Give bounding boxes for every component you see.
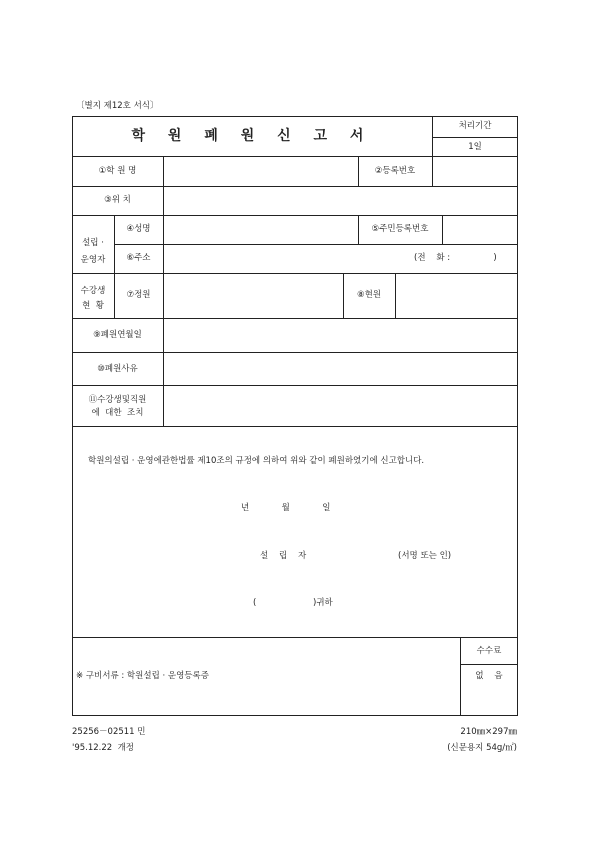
processing-label: 처리기간 bbox=[458, 121, 492, 131]
location-field[interactable] bbox=[164, 187, 517, 214]
founder-label: 설 립 자 bbox=[260, 551, 307, 561]
fee-value: 없 음 bbox=[475, 671, 503, 681]
addressee-field[interactable] bbox=[260, 594, 312, 610]
phone-label: (전 화 : ) bbox=[414, 253, 497, 263]
address-label: ⑥주소 bbox=[126, 253, 151, 263]
founder-group-label: 설립 · 운영자 bbox=[80, 238, 106, 265]
closing-date-label: ⑨폐원연월일 bbox=[93, 330, 142, 340]
addressee-open: ( bbox=[253, 598, 257, 608]
declaration-date: 년 월 일 bbox=[241, 503, 331, 513]
closing-reason-field[interactable] bbox=[164, 353, 517, 384]
resident-no-field[interactable] bbox=[443, 216, 517, 243]
name-field[interactable] bbox=[164, 216, 357, 243]
paper-size: 210㎜×297㎜ bbox=[460, 727, 517, 737]
form-caption: 〔별지 제12호 서식〕 bbox=[76, 101, 159, 111]
current-label: ⑧현원 bbox=[356, 290, 382, 300]
sign-label: (서명 또는 인) bbox=[398, 551, 452, 561]
paper-type: (신문용지 54g/㎡) bbox=[447, 743, 517, 753]
registration-no-field[interactable] bbox=[433, 157, 517, 185]
academy-name-label: ①학 원 명 bbox=[98, 166, 137, 176]
capacity-field[interactable] bbox=[164, 274, 342, 317]
declaration-statement: 학원의설립 · 운영에관한법률 제10조의 규정에 의하여 위와 같이 폐원하였기에 신고합니다. bbox=[88, 456, 425, 466]
closing-date-field[interactable] bbox=[164, 319, 517, 351]
measures-field[interactable] bbox=[164, 386, 517, 425]
measures-label: ⑪수강생및직원 에 대한 조치 bbox=[88, 395, 147, 418]
form-code: 25256－02511 민 bbox=[72, 727, 146, 737]
name-label: ④성명 bbox=[126, 224, 151, 234]
form-title: 학 원 폐 원 신 고 서 bbox=[131, 128, 373, 144]
attachments-note: ※ 구비서류 : 학원설립 · 운영등록증 bbox=[76, 671, 209, 681]
students-group-label: 수강생 현 황 bbox=[80, 286, 106, 311]
processing-value: 1일 bbox=[468, 142, 482, 152]
closing-reason-label: ⑩폐원사유 bbox=[97, 364, 138, 374]
fee-label: 수수료 bbox=[476, 646, 502, 656]
addressee-close: )귀하 bbox=[313, 598, 333, 608]
capacity-label: ⑦정원 bbox=[126, 290, 151, 300]
resident-no-label: ⑤주민등록번호 bbox=[371, 224, 429, 234]
address-field[interactable] bbox=[164, 245, 414, 272]
current-field[interactable] bbox=[396, 274, 517, 317]
registration-no-label: ②등록번호 bbox=[374, 166, 416, 176]
location-label: ③위 치 bbox=[104, 195, 131, 205]
academy-name-field[interactable] bbox=[164, 157, 357, 185]
revision-date: '95.12.22 개정 bbox=[72, 743, 135, 753]
